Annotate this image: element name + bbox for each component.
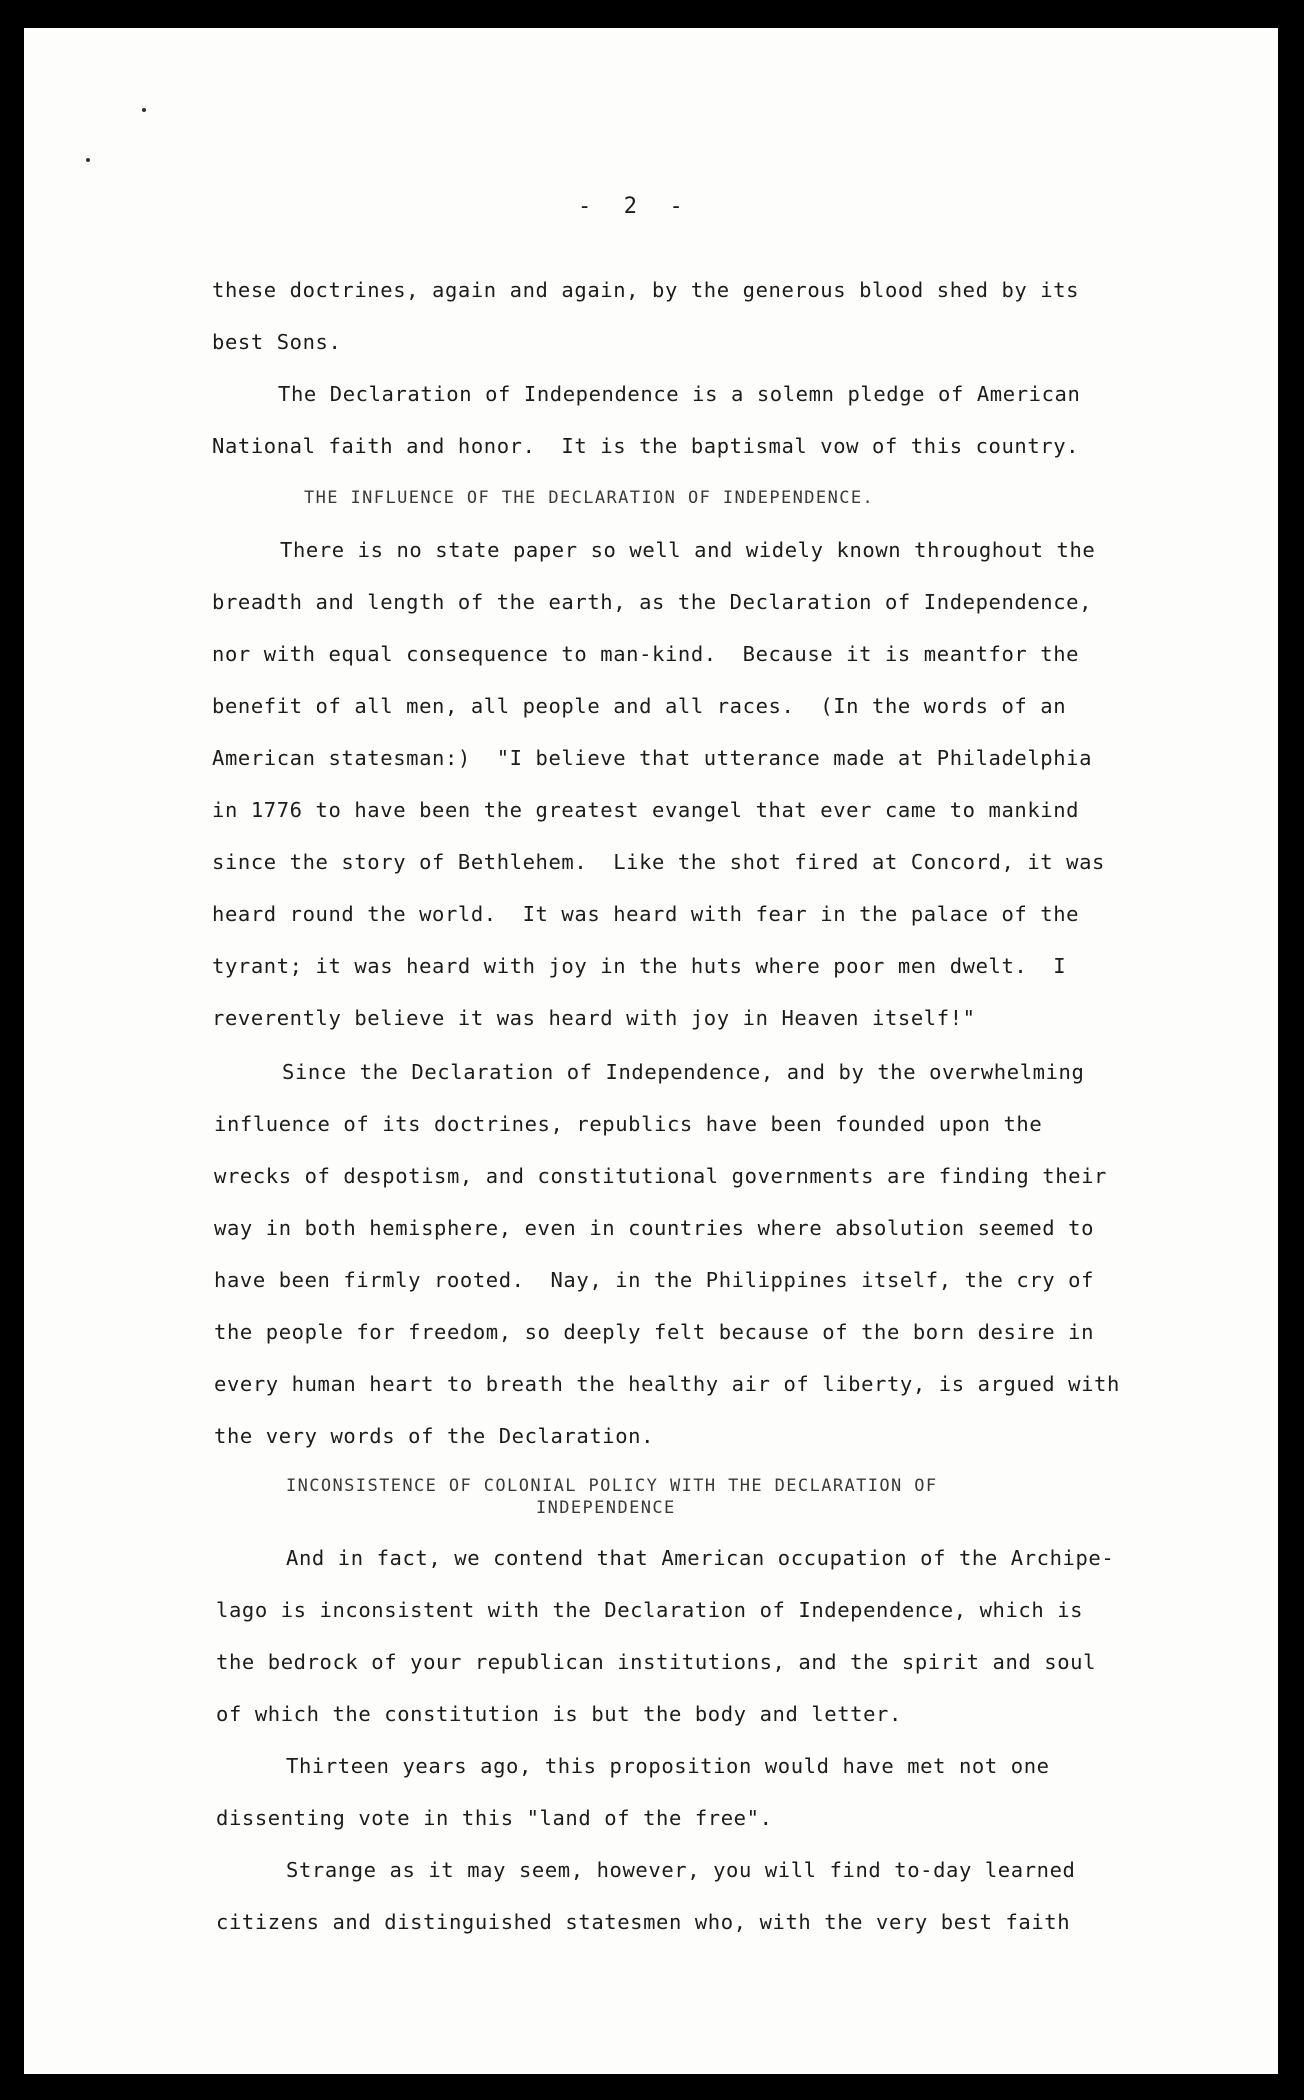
text-line: lago is inconsistent with the Declaration of Independence, which is bbox=[216, 1598, 1084, 1622]
text-line: citizens and distinguished statesmen who, with the very best faith bbox=[216, 1910, 1071, 1934]
text-line: Since the Declaration of Independence, and by the overwhelming bbox=[282, 1060, 1085, 1084]
ink-speck bbox=[86, 158, 90, 162]
text-line: reverently believe it was heard with joy in Heaven itself!" bbox=[212, 1006, 976, 1030]
text-line: these doctrines, again and again, by the generous blood shed by its bbox=[212, 278, 1080, 302]
text-line: National faith and honor. It is the baptismal vow of this country. bbox=[212, 434, 1080, 458]
text-line: breadth and length of the earth, as the Declaration of Independence, bbox=[212, 590, 1093, 614]
text-line: the very words of the Declaration. bbox=[214, 1424, 655, 1448]
text-line: There is no state paper so well and widely known throughout the bbox=[280, 538, 1096, 562]
text-line: Thirteen years ago, this proposition would have met not one bbox=[286, 1754, 1050, 1778]
text-line: heard round the world. It was heard with fear in the palace of the bbox=[212, 902, 1080, 926]
document-page bbox=[24, 28, 1278, 2074]
section-heading: INDEPENDENCE bbox=[536, 1498, 676, 1518]
text-line: since the story of Bethlehem. Like the shot fired at Concord, it was bbox=[212, 850, 1106, 874]
text-line: The Declaration of Independence is a solemn pledge of American bbox=[278, 382, 1081, 406]
text-line: tyrant; it was heard with joy in the huts where poor men dwelt. I bbox=[212, 954, 1067, 978]
section-heading: THE INFLUENCE OF THE DECLARATION OF INDEPENDENCE. bbox=[304, 488, 875, 508]
page-number: - 2 - bbox=[578, 194, 685, 219]
section-heading: INCONSISTENCE OF COLONIAL POLICY WITH THE DECLARATION OF bbox=[286, 1476, 938, 1496]
text-line: nor with equal consequence to man-kind. Because it is meantfor the bbox=[212, 642, 1080, 666]
text-line: have been firmly rooted. Nay, in the Philippines itself, the cry of bbox=[214, 1268, 1095, 1292]
text-line: influence of its doctrines, republics have been founded upon the bbox=[214, 1112, 1043, 1136]
text-line: in 1776 to have been the greatest evangel that ever came to mankind bbox=[212, 798, 1080, 822]
text-line: dissenting vote in this "land of the free". bbox=[216, 1806, 773, 1830]
text-line: wrecks of despotism, and constitutional governments are finding their bbox=[214, 1164, 1108, 1188]
text-line: And in fact, we contend that American occupation of the Archipe- bbox=[286, 1546, 1115, 1570]
text-line: the bedrock of your republican institutions, and the spirit and soul bbox=[216, 1650, 1097, 1674]
text-line: American statesman:) "I believe that utterance made at Philadelphia bbox=[212, 746, 1093, 770]
text-line: Strange as it may seem, however, you will find to-day learned bbox=[286, 1858, 1076, 1882]
text-line: the people for freedom, so deeply felt because of the born desire in bbox=[214, 1320, 1095, 1344]
text-line: of which the constitution is but the body and letter. bbox=[216, 1702, 902, 1726]
text-line: best Sons. bbox=[212, 330, 342, 354]
ink-speck bbox=[142, 108, 146, 112]
text-line: every human heart to breath the healthy air of liberty, is argued with bbox=[214, 1372, 1120, 1396]
text-line: way in both hemisphere, even in countries where absolution seemed to bbox=[214, 1216, 1095, 1240]
text-line: benefit of all men, all people and all races. (In the words of an bbox=[212, 694, 1067, 718]
